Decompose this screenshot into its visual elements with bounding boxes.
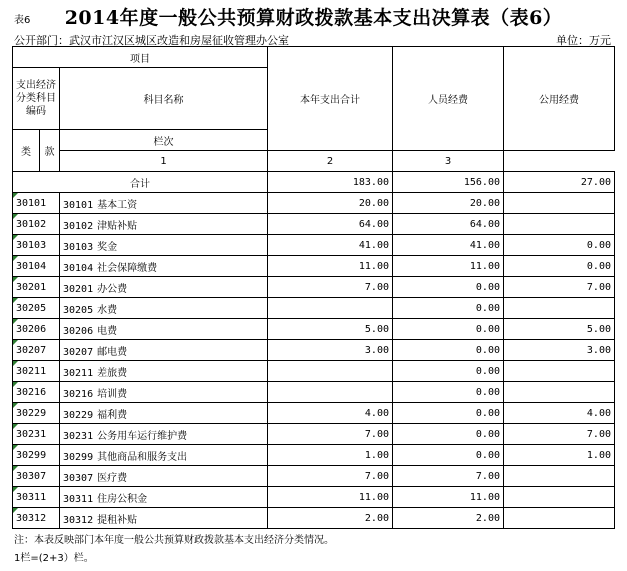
row-public: 4.00: [504, 403, 615, 424]
kuan-code: 30207: [63, 346, 94, 358]
item-cell: [60, 193, 268, 214]
footnote-1: 注：本表反映部门本年度一般公共预算财政拨款基本支出经济分类情况。: [14, 535, 334, 546]
table-row: [13, 361, 615, 382]
row-personnel: 0.00: [393, 424, 504, 445]
item-name: 奖金: [97, 241, 118, 253]
lei-code: 30206: [13, 319, 60, 340]
row-public: [504, 361, 615, 382]
row-total: 1.00: [268, 445, 393, 466]
row-total: 7.00: [268, 424, 393, 445]
row-public: [504, 508, 615, 529]
department-label: 公开部门：武汉市江汉区城区改造和房屋征收管理办公室: [14, 34, 289, 47]
row-total: 11.00: [268, 256, 393, 277]
item-name: 公务用车运行维护费: [97, 430, 188, 442]
row-personnel: 0.00: [393, 361, 504, 382]
expenditure-table: [12, 46, 615, 529]
row-personnel: 0.00: [393, 445, 504, 466]
unit-label: 单位：万元: [556, 34, 611, 47]
item-cell: [60, 277, 268, 298]
row-public: 7.00: [504, 424, 615, 445]
item-name: 基本工资: [97, 199, 138, 211]
item-cell: [60, 298, 268, 319]
row-public: [504, 382, 615, 403]
item-name-header: 科目名称: [60, 68, 268, 130]
row-public: [504, 193, 615, 214]
table-row: [13, 277, 615, 298]
row-total: 11.00: [268, 487, 393, 508]
table-row: [13, 487, 615, 508]
lei-code: 30211: [13, 361, 60, 382]
footnote-2: 1栏=(2+3）栏。: [14, 553, 94, 564]
row-personnel: 0.00: [393, 403, 504, 424]
table-row: [13, 193, 615, 214]
row-total: [268, 361, 393, 382]
table-row: [13, 403, 615, 424]
lei-header: 类: [13, 130, 40, 172]
row-total: 41.00: [268, 235, 393, 256]
lei-code: 30102: [13, 214, 60, 235]
lei-code: 30207: [13, 340, 60, 361]
item-cell: [60, 361, 268, 382]
totals-label: 合计: [13, 172, 268, 193]
kuan-code: 30312: [63, 514, 94, 526]
row-personnel: 11.00: [393, 487, 504, 508]
kuan-code: 30206: [63, 325, 94, 337]
row-public: 1.00: [504, 445, 615, 466]
table-row: [13, 256, 615, 277]
table-row: [13, 445, 615, 466]
kuan-code: 30104: [63, 262, 94, 274]
table-row: [13, 319, 615, 340]
row-total: 20.00: [268, 193, 393, 214]
kuan-code: 30216: [63, 388, 94, 400]
lei-code: 30299: [13, 445, 60, 466]
row-public: [504, 466, 615, 487]
item-name: 医疗费: [97, 472, 128, 484]
kuan-code: 30299: [63, 451, 94, 463]
row-public: 3.00: [504, 340, 615, 361]
row-personnel: 20.00: [393, 193, 504, 214]
table-row: [13, 214, 615, 235]
lei-code: 30216: [13, 382, 60, 403]
econ-class-code-header: 支出经济分类科目编码: [13, 68, 60, 130]
column-number-2: 2: [268, 151, 393, 172]
item-cell: [60, 445, 268, 466]
lei-code: 30311: [13, 487, 60, 508]
item-cell: [60, 319, 268, 340]
row-personnel: 2.00: [393, 508, 504, 529]
kuan-header: 款: [40, 130, 60, 172]
row-personnel: 0.00: [393, 340, 504, 361]
row-public: 0.00: [504, 235, 615, 256]
totals-public: 27.00: [504, 172, 615, 193]
item-name: 水费: [97, 304, 118, 316]
item-cell: [60, 403, 268, 424]
row-public: 5.00: [504, 319, 615, 340]
kuan-code: 30101: [63, 199, 94, 211]
row-public: 7.00: [504, 277, 615, 298]
item-name: 社会保障缴费: [97, 262, 158, 274]
totals-personnel: 156.00: [393, 172, 504, 193]
row-personnel: 7.00: [393, 466, 504, 487]
kuan-code: 30229: [63, 409, 94, 421]
table-row: [13, 340, 615, 361]
item-cell: [60, 466, 268, 487]
item-cell: [60, 382, 268, 403]
row-total: 7.00: [268, 466, 393, 487]
personnel-header: 人员经费: [393, 47, 504, 151]
row-personnel: 0.00: [393, 277, 504, 298]
lei-code: 30312: [13, 508, 60, 529]
item-name: 津贴补贴: [97, 220, 138, 232]
item-cell: [60, 340, 268, 361]
item-name: 提租补贴: [97, 514, 138, 526]
row-total: 2.00: [268, 508, 393, 529]
kuan-code: 30102: [63, 220, 94, 232]
item-cell: [60, 424, 268, 445]
row-public: [504, 487, 615, 508]
lei-code: 30103: [13, 235, 60, 256]
item-cell: [60, 508, 268, 529]
page-title: 2014年度一般公共预算财政拨款基本支出决算表（表6）: [64, 7, 563, 29]
row-public: [504, 298, 615, 319]
column-number-3: 3: [393, 151, 504, 172]
table-row: [13, 424, 615, 445]
row-public: 0.00: [504, 256, 615, 277]
row-total: 4.00: [268, 403, 393, 424]
lei-code: 30201: [13, 277, 60, 298]
total-header: 本年支出合计: [268, 47, 393, 151]
row-total: [268, 382, 393, 403]
row-personnel: 41.00: [393, 235, 504, 256]
row-personnel: 0.00: [393, 319, 504, 340]
kuan-code: 30231: [63, 430, 94, 442]
kuan-code: 30311: [63, 493, 94, 505]
lei-code: 30307: [13, 466, 60, 487]
kuan-code: 30201: [63, 283, 94, 295]
column-number-1: 1: [60, 151, 268, 172]
row-total: 7.00: [268, 277, 393, 298]
kuan-code: 30211: [63, 367, 94, 379]
kuan-code: 30307: [63, 472, 94, 484]
lei-code: 30231: [13, 424, 60, 445]
item-cell: [60, 487, 268, 508]
item-header: 项目: [13, 47, 268, 68]
table-row: [13, 298, 615, 319]
table-row: [13, 382, 615, 403]
item-cell: [60, 256, 268, 277]
row-total: 3.00: [268, 340, 393, 361]
row-label-header: 栏次: [60, 130, 268, 151]
kuan-code: 30205: [63, 304, 94, 316]
lei-code: 30205: [13, 298, 60, 319]
item-name: 办公费: [97, 283, 128, 295]
kuan-code: 30103: [63, 241, 94, 253]
table-row: [13, 466, 615, 487]
totals-total: 183.00: [268, 172, 393, 193]
row-total: 64.00: [268, 214, 393, 235]
row-personnel: 0.00: [393, 382, 504, 403]
row-total: [268, 298, 393, 319]
item-name: 电费: [97, 325, 118, 337]
item-cell: [60, 235, 268, 256]
lei-code: 30101: [13, 193, 60, 214]
table-row: [13, 508, 615, 529]
public-header: 公用经费: [504, 47, 615, 151]
item-name: 邮电费: [97, 346, 128, 358]
row-personnel: 0.00: [393, 298, 504, 319]
row-public: [504, 214, 615, 235]
item-name: 差旅费: [97, 367, 128, 379]
table-row: [13, 235, 615, 256]
table-number-tag: 表6: [14, 15, 31, 26]
item-cell: [60, 214, 268, 235]
row-personnel: 64.00: [393, 214, 504, 235]
row-personnel: 11.00: [393, 256, 504, 277]
row-total: 5.00: [268, 319, 393, 340]
item-name: 福利费: [97, 409, 128, 421]
item-name: 其他商品和服务支出: [97, 451, 188, 463]
lei-code: 30229: [13, 403, 60, 424]
lei-code: 30104: [13, 256, 60, 277]
item-name: 培训费: [97, 388, 128, 400]
item-name: 住房公积金: [97, 493, 148, 505]
